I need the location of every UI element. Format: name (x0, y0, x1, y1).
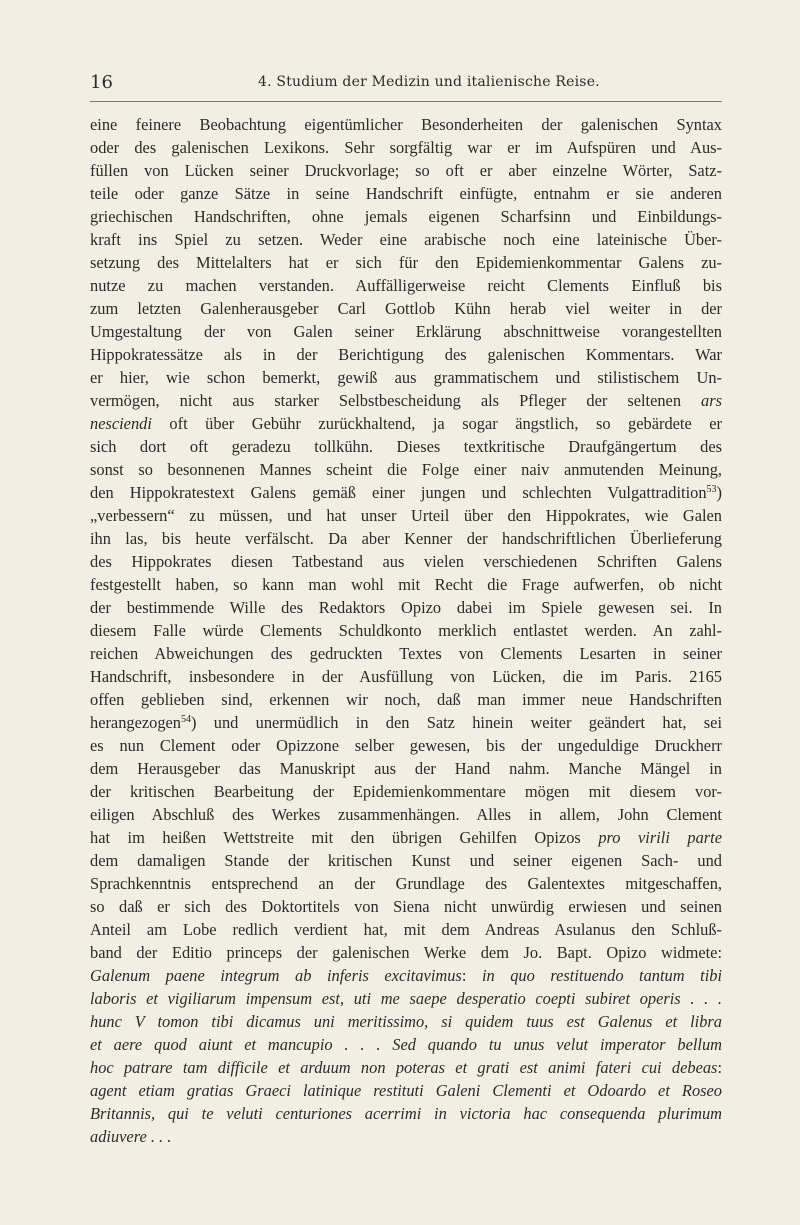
text-line (90, 987, 722, 1010)
line-text: sich dort oft geradezu tollkühn. Dieses textkritische Draufgängertum des (90, 437, 722, 456)
line-text: Umgestaltung der von Galen seiner Erklärung abschnittweise vorangestellten (90, 322, 722, 341)
text-line (90, 205, 722, 228)
text-line (90, 780, 722, 803)
italic-text: hoc patrare tam difficile et arduum non poteras et grati est animi fateri cui debeas (90, 1058, 718, 1077)
line-text: offen geblieben sind, erkennen wir noch, daß man immer neue Handschriften (90, 690, 722, 709)
line-text: teile oder ganze Sätze in seine Handschrift einfügte, entnahm er sie anderen (90, 184, 722, 203)
text-line (90, 918, 722, 941)
line-text: ihn las, bis heute verfälscht. Da aber Kenner der handschriftlichen Überlieferung (90, 529, 722, 548)
text-line (90, 458, 722, 481)
text-line (90, 389, 722, 412)
text-line (90, 550, 722, 573)
text-line (90, 435, 722, 458)
text-line (90, 1079, 722, 1102)
text-line (90, 573, 722, 596)
text-line (90, 872, 722, 895)
line-text: band der Editio princeps der galenischen Werke dem Jo. Bapt. Opizo widmete: (90, 943, 722, 962)
line-text: dem Herausgeber das Manuskript aus der Hand nahm. Manche Mängel in (90, 759, 722, 778)
text-line (90, 665, 722, 688)
italic-text: laboris et vigiliarum impensum est, uti me saepe desperatio coepti subiret operis . . . (90, 989, 722, 1008)
text-line (90, 182, 722, 205)
text-line (90, 619, 722, 642)
text-line (90, 1102, 722, 1125)
text-line (90, 849, 722, 872)
italic-text: ars (701, 391, 722, 410)
italic-text: agent etiam gratias Graeci latinique restituti Galeni Clementi et Odoardo et Roseo (90, 1081, 722, 1100)
italic-text: pro virili parte (598, 828, 722, 847)
line-text: zum letzten Galenherausgeber Carl Gottlob Kühn herab viel weiter in der (90, 299, 722, 318)
text-line (90, 228, 722, 251)
line-text: oft über Gebühr zurückhaltend, ja sogar ängstlich, so gebärdete er (151, 414, 722, 433)
line-text: : (461, 966, 467, 985)
text-line (90, 481, 722, 504)
italic-text: adiuvere . . . (90, 1127, 172, 1146)
line-text: ) (716, 483, 722, 502)
line-text: kraft ins Spiel zu setzen. Weder eine arabische noch eine lateinische Über- (90, 230, 722, 249)
text-line (90, 596, 722, 619)
text-line (90, 504, 722, 527)
text-line (90, 113, 722, 136)
line-text: reichen Abweichungen des gedruckten Textes von Clements Lesarten in seiner (90, 644, 722, 663)
line-text: „verbessern“ zu müssen, und hat unser Urteil über den Hippokrates, wie Galen (90, 506, 722, 525)
line-text: festgestellt haben, so kann man wohl mit Recht die Frage aufwerfen, ob nicht (90, 575, 722, 594)
line-text: füllen von Lücken seiner Druckvorlage; so oft er aber einzelne Wörter, Satz- (90, 161, 722, 180)
line-text: es nun Clement oder Opizzone selber gewesen, bis der ungeduldige Druckherr (90, 736, 722, 755)
line-text: nutze zu machen verstanden. Auffälligerweise reicht Clements Einfluß bis (90, 276, 722, 295)
italic-text: Galenum paene integrum ab inferis excitavimus (90, 966, 462, 985)
text-line (90, 1125, 722, 1148)
page-header (90, 72, 722, 96)
italic-text: Britannis, qui te veluti centuriones acerrimi in victoria hac consequenda plurimum (90, 1104, 722, 1123)
text-line (90, 688, 722, 711)
line-text: der bestimmende Wille des Redaktors Opizo dabei im Spiele gewesen sei. In (90, 598, 722, 617)
line-text: setzung des Mittelalters hat er sich für den Epidemienkommentar Galens zu- (90, 253, 722, 272)
line-text: dem damaligen Stande der kritischen Kunst und seiner eigenen Sach- und (90, 851, 722, 870)
line-text: Hippokratessätze als in der Berichtigung des galenischen Kommentars. War (90, 345, 722, 364)
text-line (90, 527, 722, 550)
line-text: des Hippokrates diesen Tatbestand aus vielen verschiedenen Schriften Galens (90, 552, 722, 571)
text-line (90, 159, 722, 182)
line-text: den Hippokratestext Galens gemäß einer jungen und schlechten Vulgattradition (90, 483, 707, 502)
line-text: sonst so besonnenen Mannes scheint die Folge einer naiv anmutenden Meinung, (90, 460, 722, 479)
italic-text: nesciendi (90, 414, 152, 433)
text-line (90, 343, 722, 366)
line-text: eine feinere Beobachtung eigentümlicher Besonderheiten der galenischen Syntax (90, 115, 722, 134)
text-line (90, 803, 722, 826)
text-line (90, 826, 722, 849)
text-line (90, 895, 722, 918)
line-text: Handschrift, insbesondere in der Ausfüllung von Lücken, die im Paris. 2165 (90, 667, 722, 686)
page-number: 16 (90, 72, 113, 93)
text-line (90, 1056, 722, 1079)
text-line (90, 964, 722, 987)
text-line (90, 412, 722, 435)
italic-text: in quo restituendo tantum tibi (481, 966, 722, 985)
line-text: Anteil am Lobe redlich verdient hat, mit dem Andreas Asulanus den Schluß- (90, 920, 722, 939)
text-line (90, 297, 722, 320)
text-line (90, 734, 722, 757)
line-text: griechischen Handschriften, ohne jemals eigenen Scharfsinn und Einbildungs- (90, 207, 722, 226)
line-text: oder des galenischen Lexikons. Sehr sorgfältig war er im Aufspüren und Aus- (90, 138, 722, 157)
running-head: 4. Studium der Medizin und italienische Reise. (258, 74, 600, 90)
text-line (90, 642, 722, 665)
text-line (90, 136, 722, 159)
header-rule (90, 101, 722, 102)
line-text: eiligen Abschluß des Werkes zusammenhängen. Alles in allem, John Clement (90, 805, 722, 824)
text-line (90, 1010, 722, 1033)
text-line (90, 1033, 722, 1056)
line-text: herangezogen (90, 713, 182, 732)
line-text: diesem Falle würde Clements Schuldkonto merklich entlastet werden. An zahl- (90, 621, 722, 640)
line-text: hat im heißen Wettstreite mit den übrigen Gehilfen Opizos (90, 828, 581, 847)
text-line (90, 251, 722, 274)
text-line (90, 320, 722, 343)
line-text: Sprachkenntnis entsprechend an der Grundlage des Galentextes mitgeschaffen, (90, 874, 722, 893)
line-text: ) und unermüdlich in den Satz hinein weiter geändert hat, sei (191, 713, 722, 732)
text-line (90, 757, 722, 780)
body-text (90, 113, 722, 1148)
italic-text: hunc V tomon tibi dicamus uni meritissimo, si quidem tuus est Galenus et libra (90, 1012, 722, 1031)
text-line (90, 274, 722, 297)
text-line (90, 366, 722, 389)
text-line (90, 941, 722, 964)
text-line (90, 711, 722, 734)
line-text: vermögen, nicht aus starker Selbstbescheidung als Pfleger der seltenen (90, 391, 682, 410)
footnote-ref: 53 (706, 484, 717, 495)
line-text: so daß er sich des Doktortitels von Siena nicht unwürdig erwiesen und seinen (90, 897, 722, 916)
italic-text: et aere quod aiunt et mancupio . . . Sed quando tu unus velut imperator bellum (90, 1035, 722, 1054)
footnote-ref: 54 (181, 714, 192, 725)
line-text: : (717, 1058, 722, 1077)
line-text: er hier, wie schon bemerkt, gewiß aus grammatischem und stilistischem Un- (90, 368, 722, 387)
line-text: der kritischen Bearbeitung der Epidemienkommentare mögen mit diesem vor- (90, 782, 722, 801)
